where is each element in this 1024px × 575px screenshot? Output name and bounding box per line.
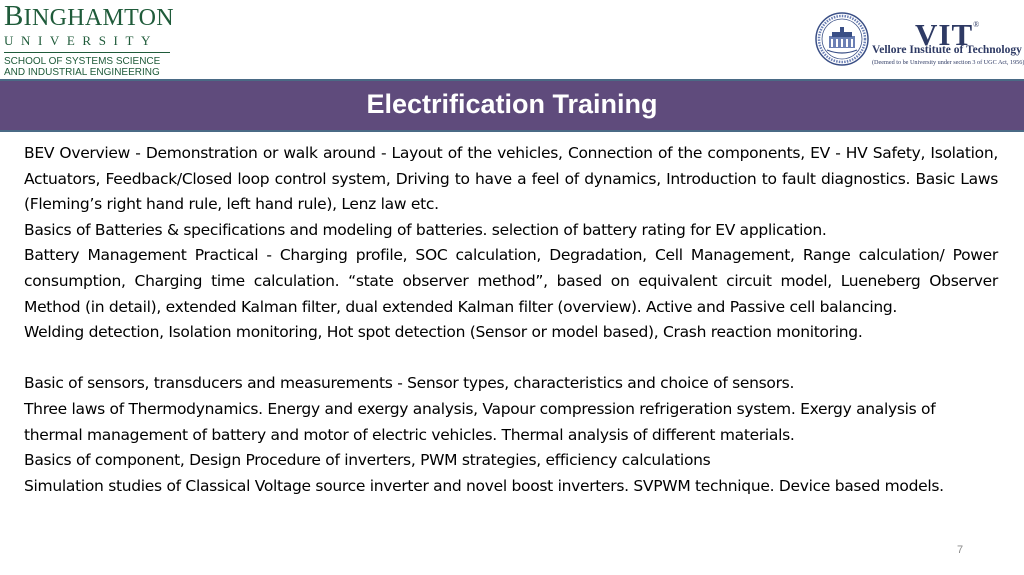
binghamton-logo bbox=[4, 0, 184, 78]
university-wordmark: UNIVERSITY bbox=[4, 33, 158, 48]
vit-wordmark: VIT® bbox=[915, 17, 981, 52]
vit-seal-icon bbox=[815, 12, 869, 66]
title-banner bbox=[0, 79, 1024, 132]
logo-divider bbox=[4, 52, 170, 53]
binghamton-wordmark: BINGHAMTON bbox=[4, 0, 174, 32]
paragraph-sensors: Basic of sensors, transducers and measurements - Sensor types, characteristics and choice of sensors. bbox=[24, 374, 795, 393]
slide-title: Electrification Training bbox=[366, 88, 658, 119]
paragraph-simulation: Simulation studies of Classical Voltage source inverter and novel boost inverters. SVPWM technique. Device based models. bbox=[24, 476, 944, 495]
paragraph-bev-overview: BEV Overview - Demonstration or walk around - Layout of the vehicles, Connection of the components, EV - HV Safety, Isolation, Actuators, Feedback/Closed loop control system, Driving to have a feel of dynamics, Introduction to fault diagnostics. Basic Laws (Fleming’s right hand rule, left hand rule), Lenz law etc. bbox=[24, 144, 998, 214]
paragraph-battery-management: Battery Management Practical - Charging profile, SOC calculation, Degradation, Cell Management, Range calculation/ Power consumption, Charging time calculation. “state observer method”, based on equivalent circuit model, Lueneberg Observer Method (in detail), extended Kalman filter, dual extended Kalman filter (overview). Active and Passive cell balancing. bbox=[24, 246, 998, 316]
paragraph-monitoring: Welding detection, Isolation monitoring, Hot spot detection (Sensor or model based), Crash reaction monitoring. bbox=[24, 323, 863, 342]
registered-mark: ® bbox=[973, 20, 981, 29]
vit-full-name: Vellore Institute of Technology bbox=[872, 44, 1022, 56]
vit-deemed-status: (Deemed to be University under section 3 of UGC Act, 1956) bbox=[872, 59, 1024, 66]
paragraph-batteries: Basics of Batteries & specifications and modeling of batteries. selection of battery rating for EV application. bbox=[24, 220, 827, 239]
slide-body bbox=[24, 141, 998, 499]
school-name-line-2: AND INDUSTRIAL ENGINEERING bbox=[4, 67, 160, 78]
paragraph-thermodynamics: Three laws of Thermodynamics. Energy and exergy analysis, Vapour compression refrigeration system. Exergy analysis of thermal management of battery and motor of electric vehicles. Thermal analysis of different materials. bbox=[24, 399, 936, 444]
paragraph-inverter-design: Basics of component, Design Procedure of inverters, PWM strategies, efficiency calculations bbox=[24, 451, 711, 470]
page-number: 7 bbox=[957, 544, 964, 556]
vit-logo bbox=[815, 10, 1024, 72]
school-name-line-1: SCHOOL OF SYSTEMS SCIENCE bbox=[4, 56, 161, 67]
paragraph-blank bbox=[24, 346, 998, 372]
